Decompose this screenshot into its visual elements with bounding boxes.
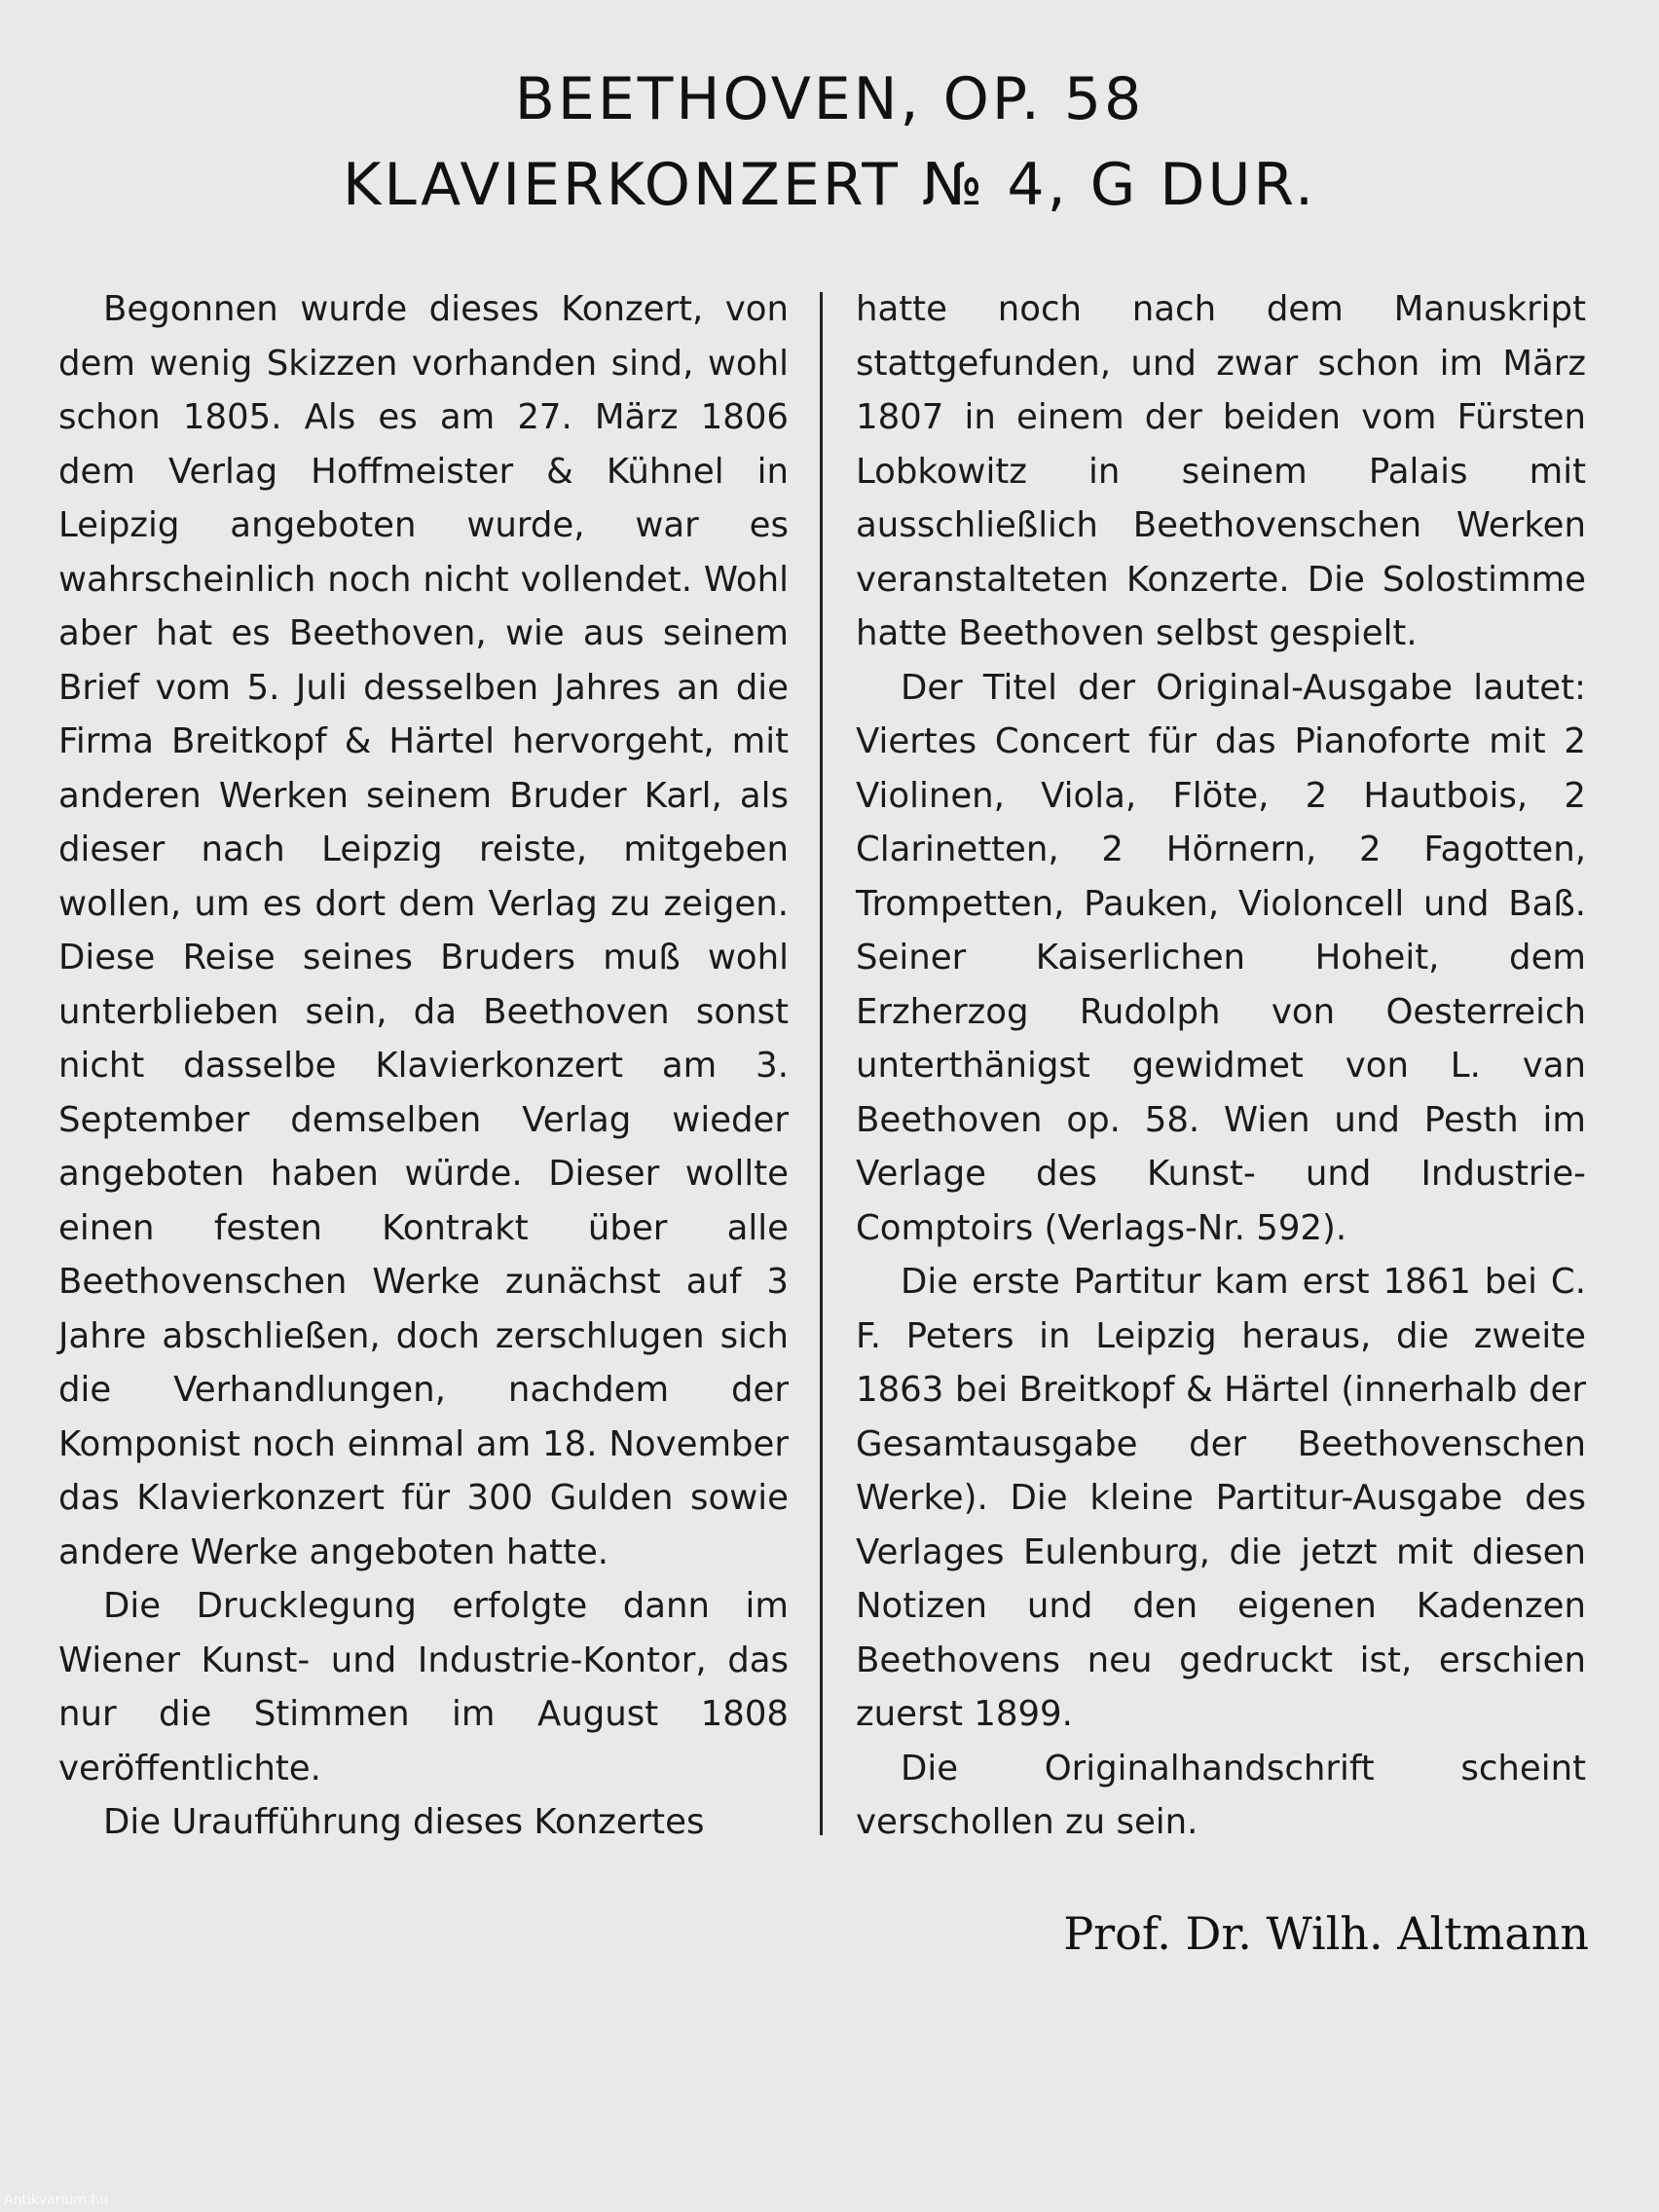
right-paragraph-3: Die erste Partitur kam erst 1861 bei C. F. Peters in Leipzig heraus, die zweite 1863 bei Breitkopf & Härtel (innerhalb der Gesamtausgabe der Beethovenschen Werke). Die kleine Partitur-Ausgabe des Verlages Eulenburg, die jetzt mit diesen Notizen und den eigenen Kadenzen Beethovens neu gedruckt ist, erschien zuerst 1899.	[856, 1262, 1586, 1734]
left-paragraph-2: Die Drucklegung erfolgte dann im Wiener Kunst- und Industrie-Kontor, das nur die Stimmen im August 1808 veröffentlichte.	[58, 1586, 789, 1788]
page-title-line-2: KLAVIERKONZERT № 4, G DUR.	[342, 151, 1317, 219]
left-column	[58, 282, 789, 1850]
author-signature: Prof. Dr. Wilh. Altmann	[1063, 1907, 1589, 1960]
column-divider	[820, 292, 823, 1835]
right-column	[856, 282, 1586, 1850]
page-title-line-1: BEETHOVEN, OP. 58	[514, 65, 1145, 133]
left-paragraph-1: Begonnen wurde dieses Konzert, von dem wenig Skizzen vorhanden sind, wohl schon 1805. Als es am 27. März 1806 dem Verlag Hoffmeister & Kühnel in Leipzig angeboten wurde, war es wahrscheinlich noch nicht vollendet. Wohl aber hat es Beethoven, wie aus seinem Brief vom 5. Juli desselben Jahres an die Firma Breitkopf & Härtel hervorgeht, mit anderen Werken seinem Bruder Karl, als dieser nach Leipzig reiste, mitgeben wollen, um es dort dem Verlag zu zeigen. Diese Reise seines Bruders muß wohl unterblieben sein, da Beethoven sonst nicht dasselbe Klavierkonzert am 3. September demselben Verlag wieder angeboten haben würde. Dieser wollte einen festen Kontrakt über alle Beethovenschen Werke zunächst auf 3 Jahre abschließen, doch zerschlugen sich die Verhandlungen, nachdem der Komponist noch einmal am 18. November das Klavierkonzert für 300 Gulden sowie andere Werke angeboten hatte.	[58, 289, 789, 1572]
left-paragraph-3: Die Uraufführung dieses Konzertes	[103, 1802, 705, 1842]
right-paragraph-1: hatte noch nach dem Manuskript stattgefunden, und zwar schon im März 1807 in einem der beiden vom Fürsten Lobkowitz in seinem Palais mit ausschließlich Beethovenschen Werken veranstalteten Konzerte. Die Solostimme hatte Beethoven selbst gespielt.	[856, 289, 1586, 653]
watermark: Antikvarium.hu	[4, 2193, 109, 2208]
right-paragraph-2: Der Titel der Original-Ausgabe lautet: Viertes Concert für das Pianoforte mit 2 Violinen, Viola, Flöte, 2 Hautbois, 2 Clarinetten, 2 Hörnern, 2 Fagotten, Trompetten, Pauken, Violoncell und Baß. Seiner Kaiserlichen Hoheit, dem Erzherzog Rudolph von Oesterreich unterthänigst gewidmet von L. van Beethoven op. 58. Wien und Pesth im Verlage des Kunst- und Industrie-Comptoirs (Verlags-Nr. 592).	[856, 667, 1586, 1248]
right-paragraph-4: Die Originalhandschrift scheint verschollen zu sein.	[856, 1748, 1586, 1842]
